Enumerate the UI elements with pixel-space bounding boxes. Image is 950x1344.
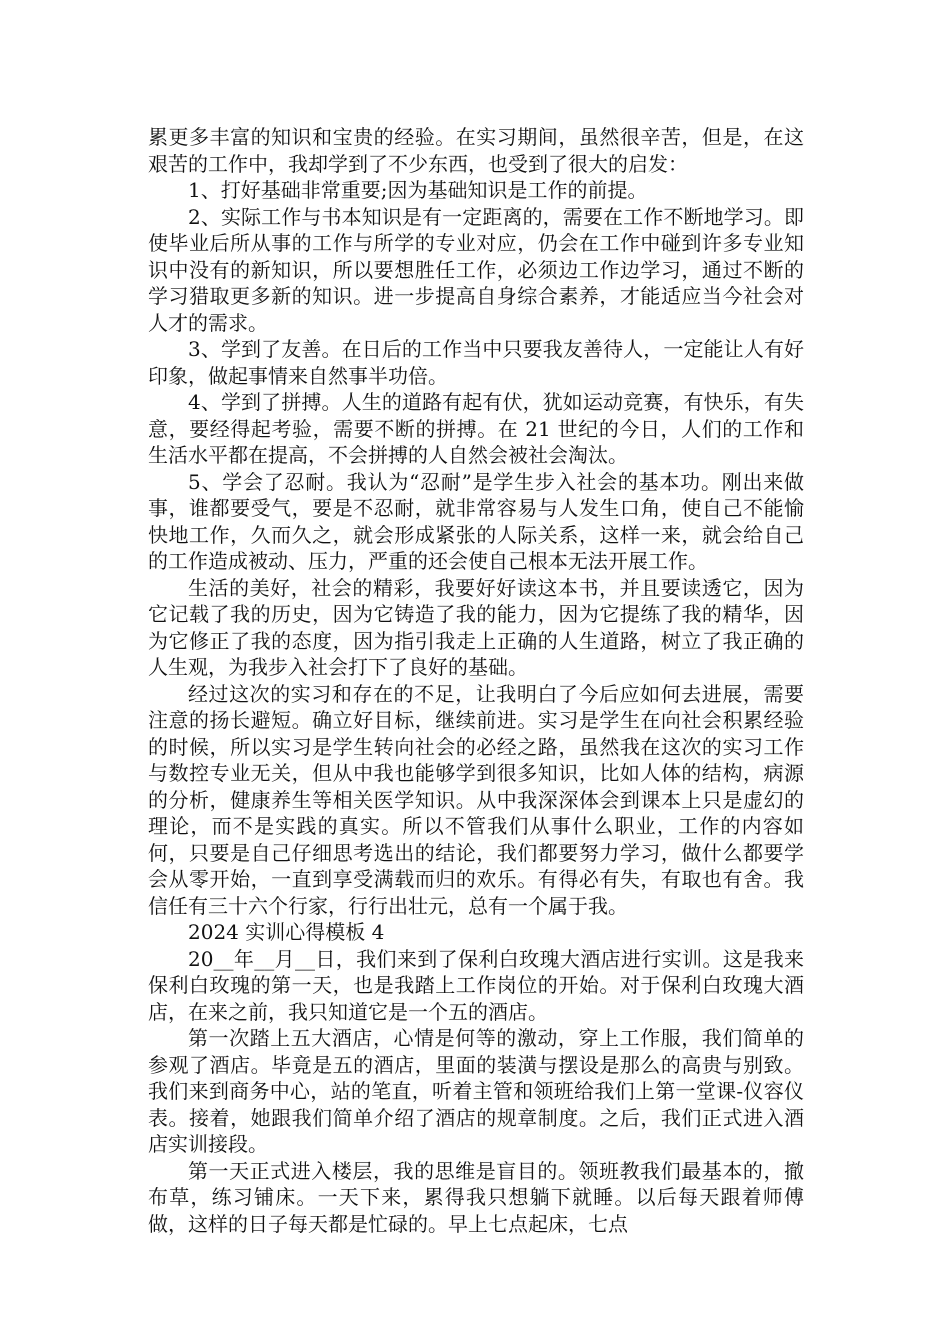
paragraph: 5、学会了忍耐。我认为“忍耐”是学生步入社会的基本功。刚出来做事，谁都要受气，要是不忍耐，就非常容易与人发生口角，使自己不能愉快地工作，久而久之，就会形成紧张的人际关系，这样一来，就会给自己的工作造成被动、压力，严重的还会使自己根本无法开展工作。 [148,469,804,573]
paragraph: 3、学到了友善。在日后的工作当中只要我友善待人，一定能让人有好印象，做起事情来自然事半功倍。 [148,337,804,388]
section-heading: 2024 实训心得模板 4 [188,920,385,944]
paragraph: 生活的美好，社会的精彩，我要好好读这本书，并且要读透它，因为它记载了我的历史，因为它铸造了我的能力，因为它提练了我的精华，因为它修正了我的态度，因为指引我走上正确的人生道路，树立了我正确的人生观，为我步入社会打下了良好的基础。 [148,575,804,679]
paragraph: 第一次踏上五大酒店，心情是何等的激动，穿上工作服，我们简单的参观了酒店。毕竟是五的酒店，里面的装潢与摆设是那么的高贵与别致。我们来到商务中心，站的笔直，听着主管和领班给我们上第一堂课-仪容仪表。接着，她跟我们简单介绍了酒店的规章制度。之后，我们正式进入酒店实训接段。 [148,1026,804,1156]
paragraph: 经过这次的实习和存在的不足，让我明白了今后应如何去进展，需要注意的扬长避短。确立好目标，继续前进。实习是学生在向社会积累经验的时候，所以实习是学生转向社会的必经之路，虽然我在这次的实习工作与数控专业无关，但从中我也能够学到很多知识，比如人体的结构，病源的分析，健康养生等相关医学知识。从中我深深体会到课本上只是虚幻的理论，而不是实践的真实。所以不管我们从事什么职业，工作的内容如何，只要是自己仔细思考选出的结论，我们都要努力学习，做什么都要学会从零开始，一直到享受满载而归的欢乐。有得必有失，有取也有舍。我信任有三十六个行家，行行出壮元，总有一个属于我。 [148,681,804,918]
paragraph: 累更多丰富的知识和宝贵的经验。在实习期间，虽然很辛苦，但是，在这艰苦的工作中，我却学到了不少东西，也受到了很大的启发： [148,125,804,176]
paragraph: 20__年__月__日，我们来到了保利白玫瑰大酒店进行实训。这是我来保利白玫瑰的第一天，也是我踏上工作岗位的开始。对于保利白玫瑰大酒店，在来之前，我只知道它是一个五的酒店。 [148,946,804,1024]
paragraph: 第一天正式进入楼层，我的思维是盲目的。领班教我们最基本的，撤布草，练习铺床。一天下来，累得我只想躺下就睡。以后每天跟着师傅做，这样的日子每天都是忙碌的。早上七点起床，七点 [148,1158,804,1236]
paragraph: 2、实际工作与书本知识是有一定距离的，需要在工作不断地学习。即使毕业后所从事的工作与所学的专业对应，仍会在工作中碰到许多专业知识中没有的新知识，所以要想胜任工作，必须边工作边学习，通过不断的学习猎取更多新的知识。进一步提高自身综合素养，才能适应当今社会对人才的需求。 [148,204,804,335]
paragraph: 4、学到了拼搏。人生的道路有起有伏，犹如运动竞赛，有快乐，有失意，要经得起考验，需要不断的拼搏。在 21 世纪的今日，人们的工作和生活水平都在提高，不会拼搏的人自然会被社会淘汰。 [148,390,804,467]
paragraph: 1、打好基础非常重要;因为基础知识是工作的前提。 [188,178,648,202]
document-body [148,124,804,1237]
